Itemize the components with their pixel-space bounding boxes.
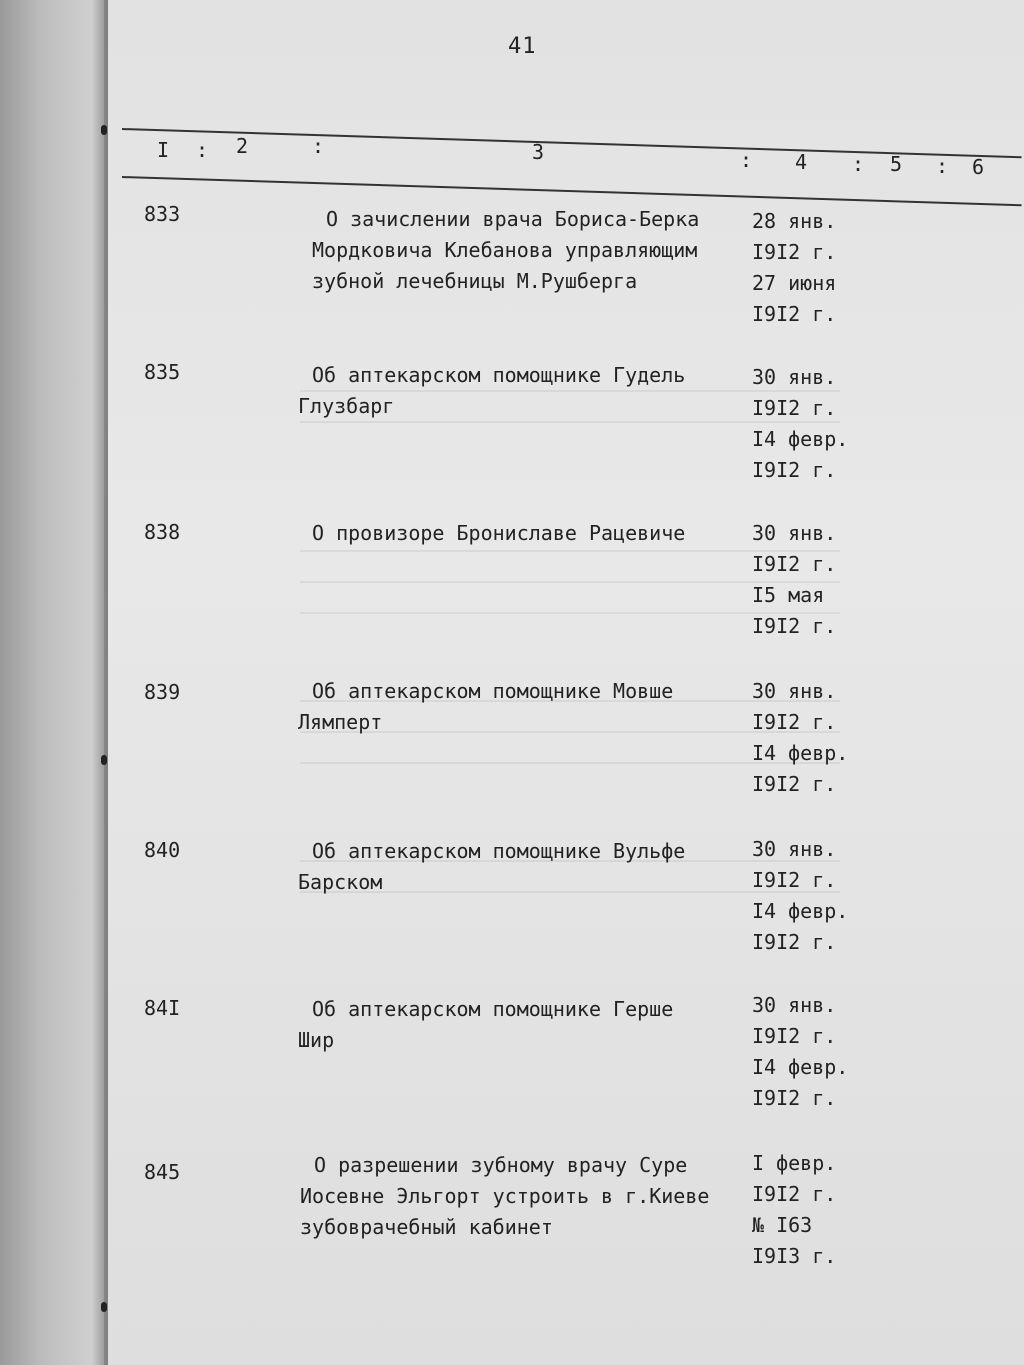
header-separator: : <box>312 134 325 158</box>
case-number: 833 <box>144 202 181 226</box>
date-start-year: I9I2 г. <box>752 396 837 420</box>
date-end-year: I9I2 г. <box>752 614 837 638</box>
case-subject: Об аптекарском помощнике Гудель Глузбарг <box>298 363 686 418</box>
case-subject: Об аптекарском помощнике Герше Шир <box>298 997 674 1052</box>
date-start: 30 янв. <box>752 993 837 1017</box>
reference-number: № I63 <box>752 1213 813 1237</box>
case-subject: О разрешении зубному врачу Суре Иосевне Эльгорт устроить в г.Киеве зубоврачебный кабинет <box>300 1153 710 1239</box>
date-start: 30 янв. <box>752 365 837 389</box>
case-number: 840 <box>144 838 181 862</box>
case-number: 835 <box>144 360 181 384</box>
case-dates <box>752 206 836 330</box>
binding-mark <box>101 1302 107 1312</box>
case-subject: О провизоре Брониславе Рацевиче <box>312 521 686 545</box>
date-end-year: I9I3 г. <box>752 1244 837 1268</box>
case-number: 84I <box>144 996 181 1020</box>
header-col-5: 5 <box>890 152 903 176</box>
date-start: 30 янв. <box>752 837 837 861</box>
date-start: I февр. <box>752 1151 837 1175</box>
case-dates <box>752 676 848 800</box>
header-separator: : <box>936 154 949 178</box>
date-end-year: I9I2 г. <box>752 302 837 326</box>
date-end-year: I9I2 г. <box>752 458 837 482</box>
page-number: 41 <box>508 34 537 59</box>
case-number: 839 <box>144 680 181 704</box>
date-start-year: I9I2 г. <box>752 1182 837 1206</box>
header-col-6: 6 <box>972 155 985 179</box>
date-start: 28 янв. <box>752 209 837 233</box>
binding-mark <box>101 125 107 135</box>
header-separator: : <box>740 148 753 172</box>
date-end: I4 февр. <box>752 741 849 765</box>
case-dates <box>752 834 848 958</box>
date-start-year: I9I2 г. <box>752 552 837 576</box>
header-col-3: 3 <box>532 140 545 164</box>
case-dates <box>752 990 848 1114</box>
header-separator: : <box>196 138 209 162</box>
date-end: 27 июня <box>752 271 837 295</box>
header-col-1: I <box>157 138 170 162</box>
case-subject: Об аптекарском помощнике Мовше Лямперт <box>298 679 674 734</box>
binding-mark <box>101 755 107 765</box>
date-end: I5 мая <box>752 583 825 607</box>
case-dates <box>752 1148 836 1272</box>
case-number: 845 <box>144 1160 181 1184</box>
page-fold <box>104 0 108 1365</box>
case-dates <box>752 362 848 486</box>
case-subject: Об аптекарском помощнике Вульфе Барском <box>298 839 686 894</box>
date-end-year: I9I2 г. <box>752 772 837 796</box>
header-separator: : <box>852 152 865 176</box>
date-start-year: I9I2 г. <box>752 710 837 734</box>
date-end: I4 февр. <box>752 899 849 923</box>
case-subject: О зачислении врача Бориса-Берка Мордковича Клебанова управляющим зубной лечебницы М.Рушберга <box>312 207 700 293</box>
date-start-year: I9I2 г. <box>752 1024 837 1048</box>
header-col-2: 2 <box>236 134 249 158</box>
date-start: 30 янв. <box>752 521 837 545</box>
case-number: 838 <box>144 520 181 544</box>
date-end: I4 февр. <box>752 1055 849 1079</box>
date-start: 30 янв. <box>752 679 837 703</box>
date-end: I4 февр. <box>752 427 849 451</box>
date-start-year: I9I2 г. <box>752 240 837 264</box>
header-col-4: 4 <box>795 150 808 174</box>
date-end-year: I9I2 г. <box>752 930 837 954</box>
previous-page-edge <box>0 0 108 1365</box>
date-end-year: I9I2 г. <box>752 1086 837 1110</box>
case-dates <box>752 518 836 642</box>
date-start-year: I9I2 г. <box>752 868 837 892</box>
